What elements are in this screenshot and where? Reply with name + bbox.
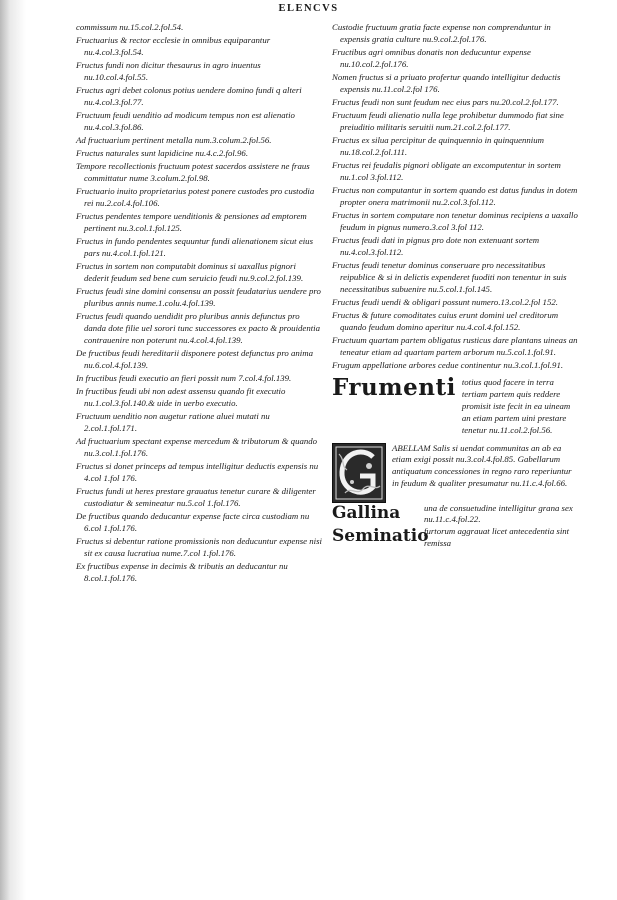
- index-entry: Fructus in sortem non computabit dominus si uaxallus pignori dederit feudum sed bene cum seruicio feudi nu.9.col.2.fol.139.: [76, 261, 304, 284]
- index-entry: Fructibus agri omnibus donatis non deducuntur expense nu.10.col.2.fol.176.: [332, 47, 531, 69]
- index-entry: Fructuum quartam partem obligatus rusticus dare plantans uineas an teneatur etiam ad quartam partem arborum nu.5.col.1.fol.91.: [332, 335, 578, 357]
- gallina-headword: Gallina: [332, 502, 401, 523]
- index-entry: Fructus feudi sine domini consensu an possit feudatarius uendere pro pluribus annis nume.1.colu.4.fol.139.: [76, 286, 321, 309]
- index-entry: Fructuario inuito proprietarius potest ponere custodes pro custodia rei nu.2.col.4.fol.106.: [76, 186, 315, 209]
- index-entry: Custodie fructuum gratia facte expense non comprenduntur in expensis gratia culture nu.9.col.2.fol.176.: [332, 22, 551, 44]
- index-entry: Fructus ex silua percipitur de quinquennio in quinquennium nu.18.col.2.fol.111.: [332, 135, 544, 157]
- right-entries: [332, 22, 578, 372]
- running-head: ELENCVS: [278, 3, 339, 14]
- index-entry: Fructus agri debet colonus potius uendere domino fundi q alteri nu.4.col.3.fol.77.: [76, 85, 302, 107]
- index-entry: Fructus si donet princeps ad tempus intelligitur deductis expensis nu 4.col 1.fol 176.: [76, 461, 319, 484]
- index-entry: Tempore recollectionis fructuum potest sacerdos assistere ne fraus committatur nume 3.colum.2.fol.98.: [76, 161, 310, 184]
- index-entry: Fructus rei feudalis pignori obligate an excomputentur in sortem nu.1.col 3.fol.112.: [332, 160, 561, 182]
- left-column: [76, 22, 322, 586]
- index-entry: In fructibus feudi executio an fieri possit num 7.col.4.fol.139.: [76, 373, 292, 384]
- gabella-entry: [332, 443, 578, 503]
- index-entry: Ad fructuarium pertinent metalla num.3.colum.2.fol.56.: [76, 135, 272, 146]
- index-entry: Fructus feudi tenetur dominus conseruare pro necessitatibus reipublice & si in delictis expenderet fuoditi non tenentur in suis necessitatibus subuenire nu.5.col.1.fol.145.: [332, 260, 567, 294]
- index-entry: Fructus feudi dati in pignus pro dote non extenuant sortem nu.4.col.3.fol.112.: [332, 235, 540, 257]
- index-entry: Fructuarius & rector ecclesie in omnibus equiparantur nu.4.col.3.fol.54.: [76, 35, 271, 57]
- index-entry: Fructus & future comoditates cuius erunt domini uel creditorum quando feudum domino aperitur nu.4.col.4.fol.152.: [332, 310, 559, 332]
- seminatio-headword: Seminatio: [332, 526, 429, 547]
- index-entry: Fructuum feudi uenditio ad modicum tempus non est alienatio nu.4.col.3.fol.86.: [76, 110, 295, 132]
- right-column: [332, 22, 578, 550]
- gabella-text: ABELLAM Salis si uendat communitas an ab ea etiam exigi possit nu.3.col.4.fol.85. Gabellarum antiquatum concessiones in regno raro reperiuntur in feudum & qualiter presumatur nu.11.c.4.fol.66.: [392, 442, 572, 489]
- index-entry: Fructus naturales sunt lapidicine nu.4.c.2.fol.96.: [76, 148, 249, 159]
- index-entry: Fructus fundi ut heres prestare grauatus tenetur curare & diligenter custodiatur & semineatur nu.5.col 1.fol.176.: [76, 486, 316, 509]
- index-entry: Fructus non computantur in sortem quando est datus fundus in dotem propter onera matrimonii nu.2.col.3.fol.112.: [332, 185, 578, 207]
- index-entry: In fructibus feudi ubi non adest assensu quando fit executio nu.1.col.3.fol.140.& uide in uerbo executio.: [76, 386, 286, 409]
- frumenti-entry: [332, 376, 578, 437]
- seminatio-entry: [332, 526, 578, 550]
- index-entry: De fructibus quando deducantur expense facte circa custodiam nu 6.col 1.fol.176.: [76, 511, 310, 534]
- decorated-initial-g-icon: [332, 443, 386, 503]
- index-entry: Fructuum uenditio non augetur ratione aluei mutati nu 2.col.1.fol.171.: [76, 411, 270, 434]
- gallina-entry: [332, 503, 578, 527]
- index-entry: Fructus fundi non dicitur thesaurus in agro inuentus nu.10.col.4.fol.55.: [76, 60, 261, 82]
- index-entry: Frugum appellatione arbores cedue continentur nu.3.col.1.fol.91.: [332, 360, 564, 371]
- index-entry: Fructus feudi non sunt feudum nec eius pars nu.20.col.2.fol.177.: [332, 97, 559, 107]
- index-entry: Nomen fructus si a priuato profertur quando intelligitur deductis expensis nu.11.col.2.fol 176.: [332, 72, 561, 94]
- index-entry: De fructibus feudi hereditarii disponere potest defunctus pro anima nu.6.col.4.fol.139.: [76, 348, 314, 371]
- index-entry: Fructus feudi quando uendidit pro pluribus annis defunctus pro danda dote filie uel sorori tunc successores ex pacto & prouidentia contrauenire non poterunt nu.4.col.4.fol.139.: [76, 311, 321, 346]
- index-entry: Fructus feudi uendi & obligari possunt numero.13.col.2.fol 152.: [332, 297, 558, 307]
- index-entry: Fructuum feudi alienatio nulla lege prohibetur dummodo fiat sine preiuditio militaris seruitii num.21.col.2.fol.177.: [332, 110, 564, 132]
- index-entry: commissum nu.15.col.2.fol.54.: [76, 22, 184, 32]
- index-entry: Fructus in sortem computare non tenetur dominus recipiens a uaxallo feudum in pignus numero.3.col 3.fol 112.: [332, 210, 578, 232]
- index-entry: Fructus pendentes tempore uenditionis & pensiones ad emptorem pertinent nu.3.col.1.fol.125.: [76, 211, 307, 234]
- index-entry: Ad fructuarium spectant expense mercedum & tributorum & quando nu.3.col.1.fol.176.: [76, 436, 318, 459]
- gallina-text: una de consuetudine intelligitur grana sex nu.11.c.4.fol.22.: [424, 502, 573, 525]
- seminatio-text: furtorum aggrauat licet antecedentia sint remissa: [424, 526, 570, 549]
- frumenti-headword: Frumenti: [332, 374, 456, 401]
- frumenti-text: totius quod facere in terra tertiam partem quis reddere promisit iste fecit in ea uineam an etiam partem uini prestare tenetur nu.11.col.2.fol.56.: [461, 377, 571, 435]
- index-entry: Fructus si debentur ratione promissionis non deducuntur expense nisi sit ex causa lucratiua nume.7.col 1.fol.176.: [76, 536, 322, 559]
- index-entry: Ex fructibus expense in decimis & tributis an deducantur nu 8.col.1.fol.176.: [76, 561, 288, 584]
- index-entry: Fructus in fundo pendentes sequuntur fundi alienationem sicut eius pars nu.4.col.1.fol.121.: [76, 236, 314, 259]
